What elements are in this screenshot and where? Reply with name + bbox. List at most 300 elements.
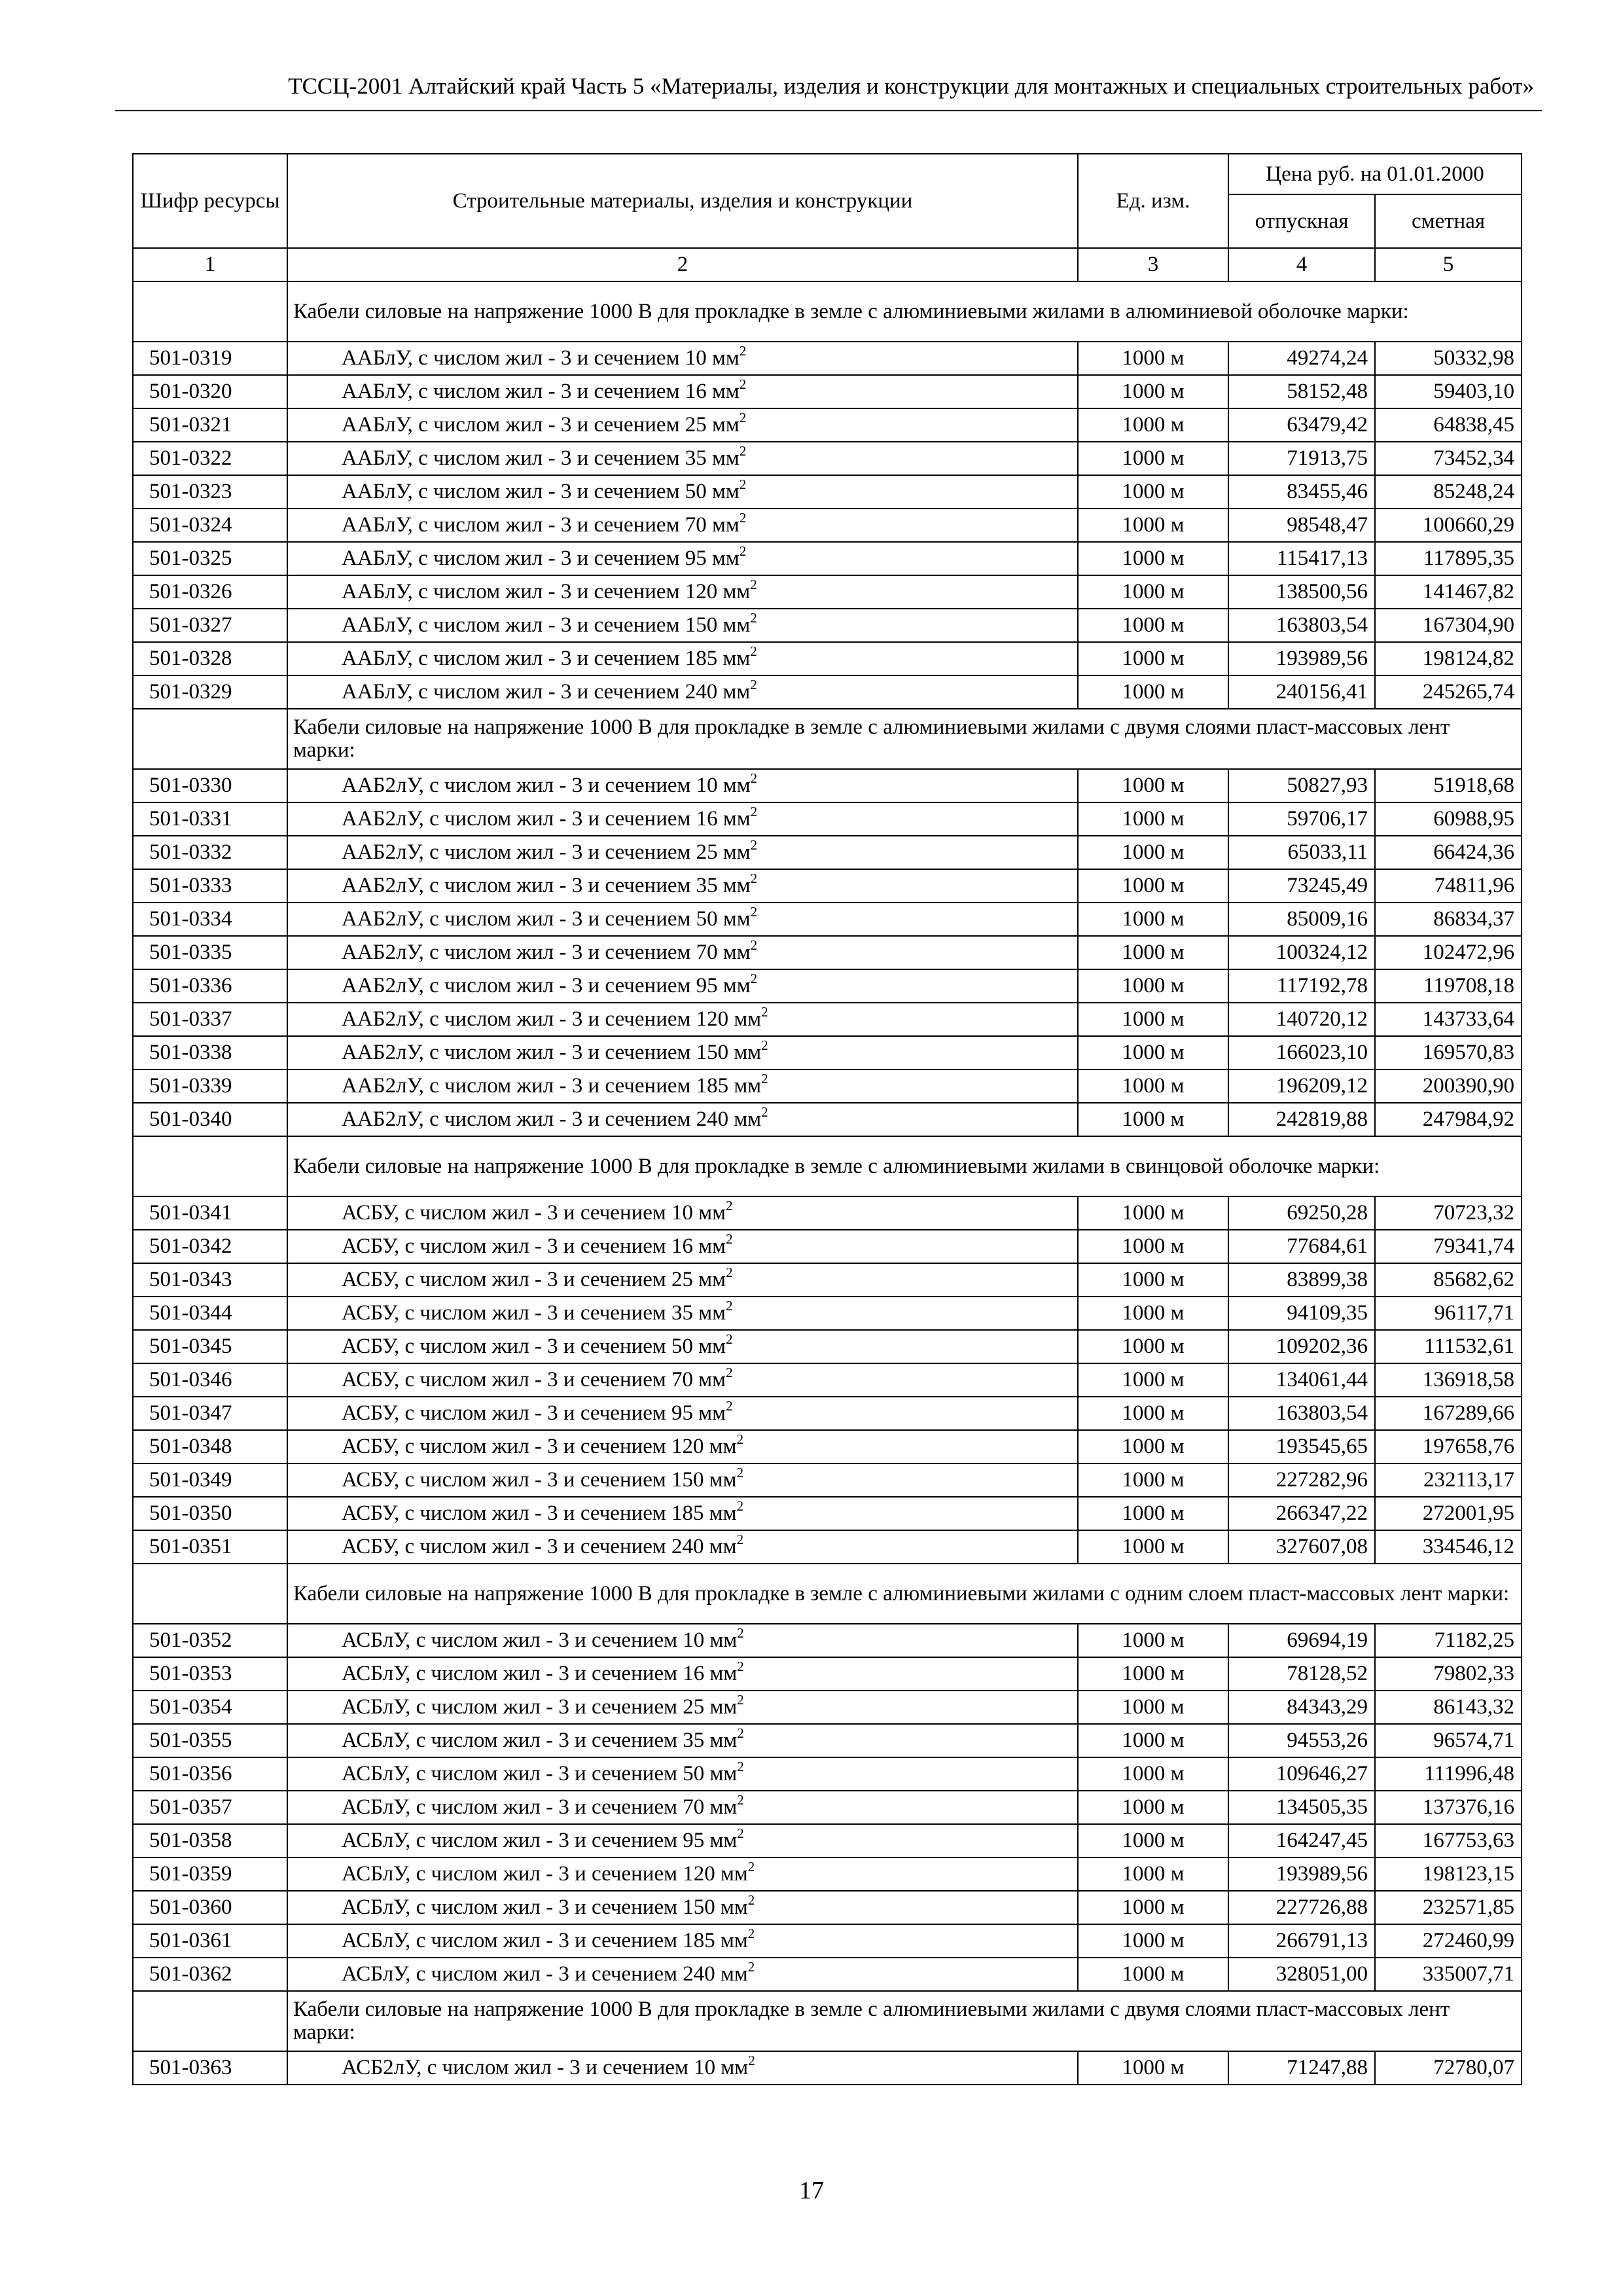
material-name [287, 1724, 1078, 1757]
estimate-price: 74811,96 [1375, 869, 1522, 903]
estimate-price: 143733,64 [1375, 1003, 1522, 1036]
unit-of-measure: 1000 м [1078, 1530, 1228, 1564]
square-superscript: 2 [739, 376, 747, 392]
material-name [287, 642, 1078, 675]
material-name [287, 936, 1078, 969]
resource-code: 501-0320 [133, 375, 287, 408]
table-row [133, 1791, 1522, 1824]
column-number: 2 [287, 248, 1078, 281]
section-code-cell [133, 709, 287, 769]
release-price: 193989,56 [1228, 642, 1375, 675]
resource-code: 501-0319 [133, 342, 287, 375]
estimate-price: 137376,16 [1375, 1791, 1522, 1824]
table-row [133, 1891, 1522, 1924]
estimate-price: 96117,71 [1375, 1297, 1522, 1330]
resource-code: 501-0361 [133, 1924, 287, 1958]
material-name-text: АСБлУ, с числом жил - 3 и сечением 16 мм [342, 1662, 738, 1685]
material-name-text: АСБлУ, с числом жил - 3 и сечением 70 мм [342, 1795, 738, 1819]
resource-code: 501-0340 [133, 1103, 287, 1136]
unit-of-measure: 1000 м [1078, 1263, 1228, 1297]
release-price: 71913,75 [1228, 442, 1375, 475]
resource-code: 501-0354 [133, 1691, 287, 1724]
material-name [287, 442, 1078, 475]
unit-of-measure: 1000 м [1078, 869, 1228, 903]
unit-of-measure: 1000 м [1078, 1824, 1228, 1857]
table-row [133, 1196, 1522, 1230]
column-number: 4 [1228, 248, 1375, 281]
material-name [287, 1003, 1078, 1036]
square-superscript: 2 [726, 1398, 733, 1414]
section-title: Кабели силовые на напряжение 1000 В для прокладке в земле с алюминиевыми жилами в свинцовой оболочке марки: [287, 1136, 1522, 1196]
unit-of-measure: 1000 м [1078, 1103, 1228, 1136]
release-price: 69250,28 [1228, 1196, 1375, 1230]
section-header-row [133, 281, 1522, 342]
resource-code: 501-0357 [133, 1791, 287, 1824]
table-row [133, 1230, 1522, 1263]
square-superscript: 2 [737, 1625, 744, 1641]
unit-of-measure: 1000 м [1078, 475, 1228, 509]
square-superscript: 2 [726, 1298, 733, 1314]
table-row [133, 869, 1522, 903]
unit-of-measure: 1000 м [1078, 1430, 1228, 1463]
material-name-text: АСБ2лУ, с числом жил - 3 и сечением 10 мм [342, 2056, 749, 2079]
resource-code: 501-0331 [133, 802, 287, 836]
estimate-price: 334546,12 [1375, 1530, 1522, 1564]
resource-code: 501-0333 [133, 869, 287, 903]
release-price: 59706,17 [1228, 802, 1375, 836]
material-name-text: АСБУ, с числом жил - 3 и сечением 120 мм [342, 1435, 737, 1458]
material-name [287, 969, 1078, 1003]
estimate-price: 167289,66 [1375, 1397, 1522, 1430]
table-row [133, 1724, 1522, 1757]
estimate-price: 100660,29 [1375, 509, 1522, 542]
release-price: 94109,35 [1228, 1297, 1375, 1330]
material-name [287, 375, 1078, 408]
estimate-price: 232113,17 [1375, 1463, 1522, 1497]
material-name [287, 1624, 1078, 1657]
estimate-price: 335007,71 [1375, 1958, 1522, 1991]
unit-of-measure: 1000 м [1078, 1196, 1228, 1230]
release-price: 193989,56 [1228, 1857, 1375, 1891]
unit-of-measure: 1000 м [1078, 1891, 1228, 1924]
release-price: 71247,88 [1228, 2051, 1375, 2085]
material-name-text: АСБУ, с числом жил - 3 и сечением 95 мм [342, 1401, 726, 1425]
material-name [287, 869, 1078, 903]
table-row [133, 1036, 1522, 1069]
square-superscript: 2 [737, 1659, 744, 1674]
square-superscript: 2 [736, 1431, 744, 1447]
material-name-text: АСБУ, с числом жил - 3 и сечением 10 мм [342, 1201, 726, 1225]
unit-of-measure: 1000 м [1078, 836, 1228, 869]
running-header [115, 60, 1542, 111]
resource-code: 501-0326 [133, 575, 287, 609]
material-name-text: ААБ2лУ, с числом жил - 3 и сечением 16 мм [342, 807, 751, 831]
square-superscript: 2 [750, 804, 758, 819]
unit-of-measure: 1000 м [1078, 1958, 1228, 1991]
material-name [287, 1657, 1078, 1691]
table-row [133, 1757, 1522, 1791]
table-row [133, 1330, 1522, 1363]
square-superscript: 2 [726, 1265, 733, 1280]
resource-code: 501-0323 [133, 475, 287, 509]
square-superscript: 2 [747, 1892, 755, 1908]
table-row [133, 769, 1522, 802]
table-row [133, 1103, 1522, 1136]
material-name [287, 1230, 1078, 1263]
table-row [133, 1657, 1522, 1691]
square-superscript: 2 [761, 1104, 768, 1120]
square-superscript: 2 [737, 1692, 744, 1708]
square-superscript: 2 [747, 1959, 755, 1975]
table-row [133, 2051, 1522, 2085]
table-row [133, 509, 1522, 542]
square-superscript: 2 [747, 1926, 755, 1941]
table-row [133, 936, 1522, 969]
material-name [287, 769, 1078, 802]
material-name-text: ААБлУ, с числом жил - 3 и сечением 25 мм [342, 413, 740, 437]
material-name [287, 342, 1078, 375]
estimate-price: 70723,32 [1375, 1196, 1522, 1230]
resource-code: 501-0350 [133, 1497, 287, 1530]
unit-of-measure: 1000 м [1078, 1230, 1228, 1263]
resource-code: 501-0342 [133, 1230, 287, 1263]
material-name [287, 1397, 1078, 1430]
section-header-row [133, 1136, 1522, 1196]
table-row [133, 1363, 1522, 1397]
square-superscript: 2 [739, 510, 747, 526]
unit-of-measure: 1000 м [1078, 375, 1228, 408]
estimate-price: 73452,34 [1375, 442, 1522, 475]
material-name-text: АСБлУ, с числом жил - 3 и сечением 95 мм [342, 1829, 738, 1852]
estimate-price: 167753,63 [1375, 1824, 1522, 1857]
material-name-text: ААБлУ, с числом жил - 3 и сечением 10 мм [342, 346, 740, 370]
unit-of-measure: 1000 м [1078, 609, 1228, 642]
resource-code: 501-0322 [133, 442, 287, 475]
square-superscript: 2 [739, 443, 747, 459]
release-price: 227726,88 [1228, 1891, 1375, 1924]
release-price: 98548,47 [1228, 509, 1375, 542]
material-name-text: АСБУ, с числом жил - 3 и сечением 35 мм [342, 1301, 726, 1325]
square-superscript: 2 [736, 1465, 744, 1480]
unit-of-measure: 1000 м [1078, 1691, 1228, 1724]
square-superscript: 2 [750, 770, 758, 786]
resource-code: 501-0345 [133, 1330, 287, 1363]
estimate-price: 111996,48 [1375, 1757, 1522, 1791]
square-superscript: 2 [726, 1365, 733, 1380]
header-release-price: отпускная [1228, 194, 1375, 248]
estimate-price: 86143,32 [1375, 1691, 1522, 1724]
unit-of-measure: 1000 м [1078, 1003, 1228, 1036]
resource-code: 501-0324 [133, 509, 287, 542]
estimate-price: 85682,62 [1375, 1263, 1522, 1297]
table-row [133, 1530, 1522, 1564]
running-header-text: ТССЦ-2001 Алтайский край Часть 5 «Материалы, изделия и конструкции для монтажных и специальных строительных работ» [288, 73, 1534, 99]
material-name-text: АСБУ, с числом жил - 3 и сечением 70 мм [342, 1368, 726, 1391]
estimate-price: 72780,07 [1375, 2051, 1522, 2085]
header-unit: Ед. изм. [1078, 154, 1228, 248]
resource-code: 501-0327 [133, 609, 287, 642]
square-superscript: 2 [739, 476, 747, 492]
section-title: Кабели силовые на напряжение 1000 В для прокладке в земле с алюминиевыми жилами с двумя слоями пласт-массовых лент марки: [287, 709, 1522, 769]
section-title: Кабели силовые на напряжение 1000 В для прокладке в земле с алюминиевыми жилами с одним слоем пласт-массовых лент марки: [287, 1564, 1522, 1624]
estimate-price: 50332,98 [1375, 342, 1522, 375]
estimate-price: 102472,96 [1375, 936, 1522, 969]
square-superscript: 2 [737, 1759, 744, 1774]
material-name-text: ААБ2лУ, с числом жил - 3 и сечением 35 мм [342, 874, 751, 897]
release-price: 83899,38 [1228, 1263, 1375, 1297]
table-row [133, 802, 1522, 836]
section-title: Кабели силовые на напряжение 1000 В для прокладке в земле с алюминиевыми жилами в алюминиевой оболочке марки: [287, 281, 1522, 342]
material-name [287, 1263, 1078, 1297]
release-price: 49274,24 [1228, 342, 1375, 375]
unit-of-measure: 1000 м [1078, 1497, 1228, 1530]
unit-of-measure: 1000 м [1078, 575, 1228, 609]
estimate-price: 117895,35 [1375, 542, 1522, 575]
material-name-text: ААБ2лУ, с числом жил - 3 и сечением 185 мм [342, 1074, 762, 1098]
release-price: 50827,93 [1228, 769, 1375, 802]
release-price: 78128,52 [1228, 1657, 1375, 1691]
unit-of-measure: 1000 м [1078, 509, 1228, 542]
table-row [133, 609, 1522, 642]
estimate-price: 198124,82 [1375, 642, 1522, 675]
release-price: 115417,13 [1228, 542, 1375, 575]
section-code-cell [133, 281, 287, 342]
material-name-text: АСБлУ, с числом жил - 3 и сечением 185 мм [342, 1929, 748, 1952]
table-row [133, 1824, 1522, 1857]
material-name-text: ААБ2лУ, с числом жил - 3 и сечением 95 мм [342, 974, 751, 997]
resource-code: 501-0329 [133, 675, 287, 709]
material-name-text: ААБлУ, с числом жил - 3 и сечением 70 мм [342, 513, 740, 537]
release-price: 163803,54 [1228, 1397, 1375, 1430]
table-row [133, 1263, 1522, 1297]
square-superscript: 2 [750, 971, 758, 986]
table-row [133, 442, 1522, 475]
table-row [133, 1397, 1522, 1430]
material-name-text: АСБУ, с числом жил - 3 и сечением 16 мм [342, 1234, 726, 1258]
material-name [287, 1330, 1078, 1363]
resource-code: 501-0353 [133, 1657, 287, 1691]
material-name-text: ААБлУ, с числом жил - 3 и сечением 35 мм [342, 446, 740, 470]
estimate-price: 96574,71 [1375, 1724, 1522, 1757]
table-row [133, 836, 1522, 869]
unit-of-measure: 1000 м [1078, 1397, 1228, 1430]
release-price: 94553,26 [1228, 1724, 1375, 1757]
estimate-price: 86834,37 [1375, 903, 1522, 936]
release-price: 134505,35 [1228, 1791, 1375, 1824]
resource-code: 501-0349 [133, 1463, 287, 1497]
unit-of-measure: 1000 м [1078, 1297, 1228, 1330]
material-name-text: АСБУ, с числом жил - 3 и сечением 240 мм [342, 1535, 737, 1558]
estimate-price: 200390,90 [1375, 1069, 1522, 1103]
resource-code: 501-0339 [133, 1069, 287, 1103]
material-name-text: АСБлУ, с числом жил - 3 и сечением 120 мм [342, 1862, 748, 1886]
estimate-price: 111532,61 [1375, 1330, 1522, 1363]
square-superscript: 2 [750, 904, 758, 920]
material-name [287, 1363, 1078, 1397]
square-superscript: 2 [739, 543, 747, 559]
square-superscript: 2 [739, 410, 747, 425]
material-name [287, 475, 1078, 509]
unit-of-measure: 1000 м [1078, 936, 1228, 969]
square-superscript: 2 [748, 2053, 755, 2068]
material-name-text: ААБлУ, с числом жил - 3 и сечением 150 мм [342, 613, 751, 637]
square-superscript: 2 [750, 610, 757, 626]
release-price: 100324,12 [1228, 936, 1375, 969]
material-name-text: АСБУ, с числом жил - 3 и сечением 185 мм [342, 1501, 737, 1525]
header-name: Строительные материалы, изделия и конструкции [287, 154, 1078, 248]
release-price: 140720,12 [1228, 1003, 1375, 1036]
resource-code: 501-0343 [133, 1263, 287, 1297]
material-name [287, 1497, 1078, 1530]
release-price: 196209,12 [1228, 1069, 1375, 1103]
material-name-text: АСБлУ, с числом жил - 3 и сечением 240 мм [342, 1962, 748, 1986]
release-price: 227282,96 [1228, 1463, 1375, 1497]
unit-of-measure: 1000 м [1078, 802, 1228, 836]
release-price: 84343,29 [1228, 1691, 1375, 1724]
resource-code: 501-0362 [133, 1958, 287, 1991]
material-name [287, 1069, 1078, 1103]
unit-of-measure: 1000 м [1078, 1036, 1228, 1069]
material-name [287, 1463, 1078, 1497]
unit-of-measure: 1000 м [1078, 1757, 1228, 1791]
table-row [133, 903, 1522, 936]
material-name-text: АСБлУ, с числом жил - 3 и сечением 25 мм [342, 1695, 738, 1719]
square-superscript: 2 [750, 937, 758, 953]
table-row [133, 475, 1522, 509]
material-name-text: ААБ2лУ, с числом жил - 3 и сечением 70 мм [342, 941, 751, 964]
section-code-cell [133, 1991, 287, 2051]
resource-code: 501-0344 [133, 1297, 287, 1330]
square-superscript: 2 [737, 1825, 744, 1841]
material-name [287, 1036, 1078, 1069]
estimate-price: 136918,58 [1375, 1363, 1522, 1397]
estimate-price: 79802,33 [1375, 1657, 1522, 1691]
unit-of-measure: 1000 м [1078, 1330, 1228, 1363]
table-row [133, 1691, 1522, 1724]
resource-code: 501-0358 [133, 1824, 287, 1857]
square-superscript: 2 [736, 1498, 744, 1514]
material-name [287, 509, 1078, 542]
column-number: 3 [1078, 248, 1228, 281]
table-row [133, 1297, 1522, 1330]
release-price: 327607,08 [1228, 1530, 1375, 1564]
resource-code: 501-0332 [133, 836, 287, 869]
estimate-price: 51918,68 [1375, 769, 1522, 802]
resource-code: 501-0337 [133, 1003, 287, 1036]
square-superscript: 2 [739, 343, 747, 359]
estimate-price: 141467,82 [1375, 575, 1522, 609]
material-name-text: АСБлУ, с числом жил - 3 и сечением 50 мм [342, 1762, 738, 1785]
estimate-price: 60988,95 [1375, 802, 1522, 836]
release-price: 240156,41 [1228, 675, 1375, 709]
table-row [133, 342, 1522, 375]
unit-of-measure: 1000 м [1078, 1924, 1228, 1958]
material-name [287, 1824, 1078, 1857]
table-row [133, 969, 1522, 1003]
material-name [287, 1297, 1078, 1330]
section-header-row [133, 1991, 1522, 2051]
release-price: 163803,54 [1228, 609, 1375, 642]
material-name-text: АСБУ, с числом жил - 3 и сечением 50 мм [342, 1335, 726, 1358]
material-name [287, 802, 1078, 836]
section-code-cell [133, 1136, 287, 1196]
release-price: 242819,88 [1228, 1103, 1375, 1136]
column-number: 1 [133, 248, 287, 281]
square-superscript: 2 [761, 1037, 768, 1053]
release-price: 77684,61 [1228, 1230, 1375, 1263]
table-row [133, 1463, 1522, 1497]
release-price: 266347,22 [1228, 1497, 1375, 1530]
material-name-text: ААБлУ, с числом жил - 3 и сечением 50 мм [342, 480, 740, 503]
resource-code: 501-0348 [133, 1430, 287, 1463]
table-row [133, 1624, 1522, 1657]
square-superscript: 2 [737, 1725, 744, 1741]
unit-of-measure: 1000 м [1078, 442, 1228, 475]
resource-code: 501-0328 [133, 642, 287, 675]
material-name-text: АСБлУ, с числом жил - 3 и сечением 35 мм [342, 1729, 738, 1752]
table-row [133, 1958, 1522, 1991]
table-row [133, 1003, 1522, 1036]
unit-of-measure: 1000 м [1078, 408, 1228, 442]
table-row [133, 1430, 1522, 1463]
material-name-text: АСБУ, с числом жил - 3 и сечением 25 мм [342, 1268, 726, 1291]
unit-of-measure: 1000 м [1078, 1724, 1228, 1757]
material-name-text: ААБ2лУ, с числом жил - 3 и сечением 25 мм [342, 840, 751, 864]
resource-code: 501-0352 [133, 1624, 287, 1657]
table-row [133, 375, 1522, 408]
estimate-price: 59403,10 [1375, 375, 1522, 408]
material-name [287, 1891, 1078, 1924]
material-name [287, 836, 1078, 869]
resource-code: 501-0356 [133, 1757, 287, 1791]
estimate-price: 198123,15 [1375, 1857, 1522, 1891]
unit-of-measure: 1000 м [1078, 542, 1228, 575]
resource-code: 501-0355 [133, 1724, 287, 1757]
release-price: 69694,19 [1228, 1624, 1375, 1657]
release-price: 58152,48 [1228, 375, 1375, 408]
material-name [287, 675, 1078, 709]
square-superscript: 2 [750, 870, 758, 886]
estimate-price: 119708,18 [1375, 969, 1522, 1003]
square-superscript: 2 [736, 1532, 744, 1547]
unit-of-measure: 1000 м [1078, 1363, 1228, 1397]
estimate-price: 232571,85 [1375, 1891, 1522, 1924]
estimate-price: 167304,90 [1375, 609, 1522, 642]
release-price: 109646,27 [1228, 1757, 1375, 1791]
material-name [287, 575, 1078, 609]
material-name [287, 609, 1078, 642]
material-name [287, 2051, 1078, 2085]
section-code-cell [133, 1564, 287, 1624]
unit-of-measure: 1000 м [1078, 1791, 1228, 1824]
release-price: 134061,44 [1228, 1363, 1375, 1397]
material-name-text: ААБлУ, с числом жил - 3 и сечением 185 мм [342, 647, 751, 670]
table-row [133, 1497, 1522, 1530]
material-name [287, 1430, 1078, 1463]
resource-code: 501-0346 [133, 1363, 287, 1397]
estimate-price: 79341,74 [1375, 1230, 1522, 1263]
release-price: 85009,16 [1228, 903, 1375, 936]
material-name [287, 542, 1078, 575]
resource-code: 501-0334 [133, 903, 287, 936]
estimate-price: 247984,92 [1375, 1103, 1522, 1136]
resource-code: 501-0325 [133, 542, 287, 575]
release-price: 166023,10 [1228, 1036, 1375, 1069]
release-price: 117192,78 [1228, 969, 1375, 1003]
material-name [287, 1530, 1078, 1564]
estimate-price: 85248,24 [1375, 475, 1522, 509]
material-name [287, 1791, 1078, 1824]
